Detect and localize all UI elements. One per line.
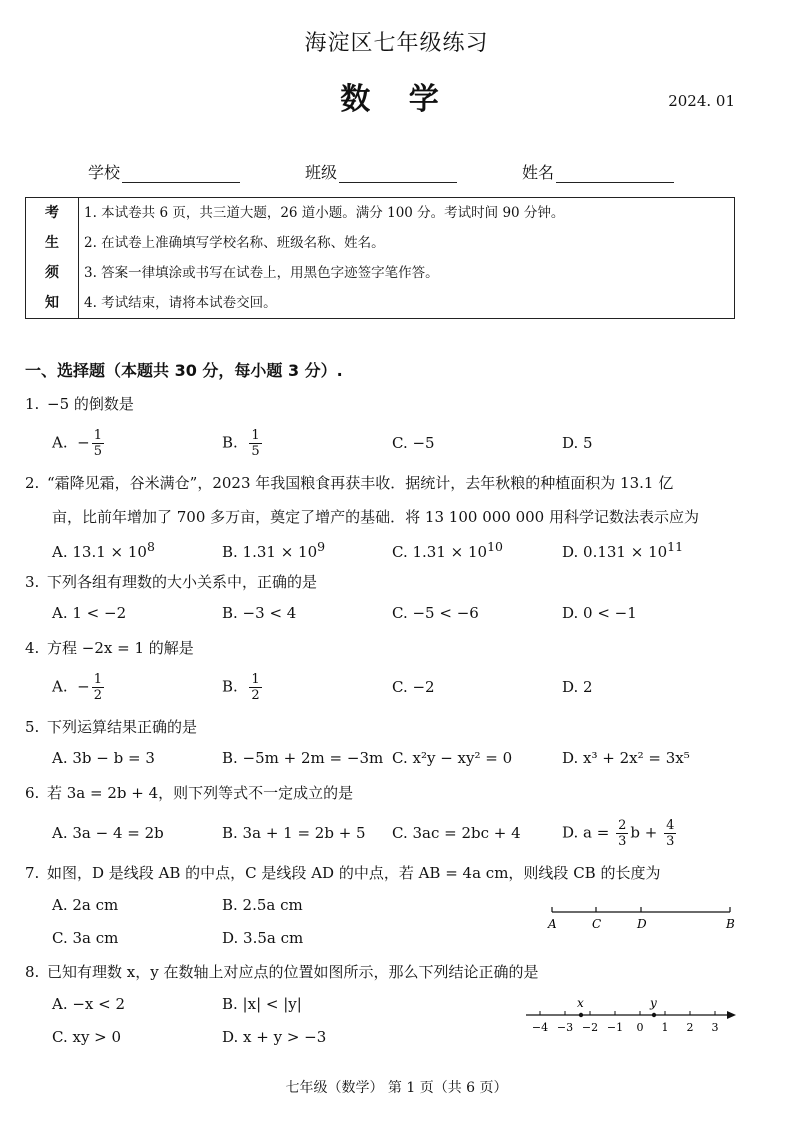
q4-option-d[interactable]: D. 2: [562, 678, 593, 696]
q2-option-d[interactable]: [562, 539, 683, 561]
axis-tick-label: 1: [661, 1021, 669, 1034]
question-number: 5.: [25, 718, 40, 736]
notice-side-char: 须: [45, 265, 59, 281]
notice-item: 2. 在试卷上准确填写学校名称、班级名称、姓名。: [84, 235, 385, 251]
notice-side-char: 知: [45, 295, 59, 311]
fraction: [664, 818, 676, 849]
question-3: [25, 571, 317, 592]
q7-option-a[interactable]: A. 2a cm: [52, 896, 119, 914]
option-label: D. a =: [562, 823, 610, 842]
option-label: B. 1.31 × 10: [222, 543, 318, 561]
option-label: A. 13.1 × 10: [52, 543, 147, 561]
sign: −: [77, 433, 90, 452]
question-7: [25, 862, 660, 883]
point-label-x: x: [577, 996, 584, 1010]
number-line: [520, 995, 742, 1037]
q2-option-a[interactable]: [52, 539, 155, 561]
q6-option-c[interactable]: C. 3ac = 2bc + 4: [392, 824, 521, 842]
question-text: 若 3a = 2b + 4，则下列等式不一定成立的是: [47, 784, 354, 802]
q8-option-a[interactable]: A. −x < 2: [52, 995, 126, 1013]
axis-tick-label: −1: [606, 1021, 624, 1034]
exponent: 8: [146, 539, 155, 554]
question-text: −5 的倒数是: [47, 395, 134, 413]
q4-option-a[interactable]: [52, 672, 106, 703]
q4-option-b[interactable]: [222, 672, 264, 703]
school-field[interactable]: [88, 160, 240, 183]
question-number: 6.: [25, 784, 40, 802]
notice-side-label: [26, 198, 79, 318]
option-label: A.: [52, 433, 68, 452]
denominator: 5: [251, 444, 260, 459]
question-4: [25, 637, 194, 658]
q2-option-c[interactable]: [392, 539, 503, 561]
arrow-right-icon: [727, 1011, 736, 1019]
q5-option-a[interactable]: A. 3b − b = 3: [52, 749, 155, 767]
q1-option-c[interactable]: C. −5: [392, 434, 435, 452]
question-number: 1.: [25, 395, 40, 413]
exponent: 9: [317, 539, 326, 554]
axis-tick-label: −2: [581, 1021, 599, 1034]
notice-item: 1. 本试卷共 6 页，共三道大题，26 道小题。满分 100 分。考试时间 90 分钟。: [84, 205, 565, 221]
class-label: 班级: [305, 163, 338, 182]
numerator: 4: [666, 818, 675, 833]
q2-option-b[interactable]: [222, 539, 325, 561]
q7-option-c[interactable]: C. 3a cm: [52, 929, 119, 947]
axis-tick-label: 0: [636, 1021, 644, 1034]
point-y: [652, 1013, 656, 1017]
option-label: A.: [52, 677, 68, 696]
exam-date: 2024. 01: [668, 92, 735, 110]
point-label-c: C: [592, 917, 602, 931]
point-x: [579, 1013, 583, 1017]
class-blank[interactable]: [339, 164, 457, 183]
denominator: 3: [618, 834, 627, 849]
fraction: [249, 672, 261, 703]
page-title: 海淀区七年级练习: [304, 31, 489, 56]
school-label: 学校: [88, 163, 121, 182]
q6-option-d[interactable]: [562, 818, 678, 849]
notice-side-char: 考: [45, 205, 59, 221]
exponent: 10: [487, 539, 503, 554]
numerator: 2: [618, 818, 627, 833]
fraction: [249, 428, 261, 459]
name-field[interactable]: [522, 160, 674, 183]
denominator: 5: [93, 444, 103, 459]
question-number: 7.: [25, 864, 40, 882]
question-number: 2.: [25, 474, 40, 492]
school-blank[interactable]: [122, 164, 240, 183]
q7-option-d[interactable]: D. 3.5a cm: [222, 929, 304, 947]
point-label-y: y: [650, 996, 657, 1010]
name-label: 姓名: [522, 163, 555, 182]
class-field[interactable]: [305, 160, 457, 183]
q3-option-c[interactable]: C. −5 < −6: [392, 604, 479, 622]
numerator: 1: [251, 672, 260, 687]
notice-item: 3. 答案一律填涂或书写在试卷上，用黑色字迹签字笔作答。: [84, 265, 439, 281]
option-text: b +: [630, 823, 658, 842]
question-5: [25, 716, 197, 737]
q1-option-a[interactable]: [52, 428, 106, 459]
option-label: B.: [222, 433, 238, 452]
point-label-b: B: [726, 917, 735, 931]
q5-option-b[interactable]: B. −5m + 2m = −3m: [222, 749, 384, 767]
question-text: 已知有理数 x，y 在数轴上对应点的位置如图所示，那么下列结论正确的是: [47, 963, 539, 981]
denominator: 3: [666, 834, 675, 849]
question-text: “霜降见霜，谷米满仓”，2023 年我国粮食再获丰收．据统计，去年秋粮的种植面积为 13.1 亿: [47, 474, 674, 492]
q8-option-c[interactable]: C. xy > 0: [52, 1028, 122, 1046]
q3-option-d[interactable]: D. 0 < −1: [562, 604, 637, 622]
question-text: 下列各组有理数的大小关系中，正确的是: [47, 573, 318, 591]
q6-option-a[interactable]: A. 3a − 4 = 2b: [52, 824, 164, 842]
page-footer: 七年级（数学） 第 1 页（共 6 页）: [285, 1080, 508, 1096]
q6-option-b[interactable]: B. 3a + 1 = 2b + 5: [222, 824, 366, 842]
exponent: 11: [667, 539, 684, 554]
question-2-line2: 亩，比前年增加了 700 多万亩，奠定了增产的基础．将 13 100 000 000 用科学记数法表示应为: [52, 508, 699, 526]
question-text: 如图，D 是线段 AB 的中点，C 是线段 AD 的中点，若 AB = 4a cm，则线段 CB 的长度为: [47, 864, 661, 882]
subject-title: 数 学: [340, 82, 453, 117]
question-8: [25, 961, 538, 982]
question-text: 方程 −2x = 1 的解是: [47, 639, 194, 657]
notice-item: 4. 考试结束，请将本试卷交回。: [84, 295, 277, 311]
option-label: D. 0.131 × 10: [562, 543, 668, 561]
fraction: [92, 428, 104, 459]
question-2: [25, 472, 673, 493]
point-label-d: D: [637, 917, 647, 931]
fraction: [92, 672, 104, 703]
question-1: [25, 393, 134, 414]
denominator: 2: [251, 688, 260, 703]
axis-tick-label: −4: [531, 1021, 549, 1034]
q3-option-b[interactable]: B. −3 < 4: [222, 604, 297, 622]
q4-option-c[interactable]: C. −2: [392, 678, 435, 696]
numerator: 1: [93, 672, 103, 687]
exam-notice-box: [25, 197, 735, 319]
axis-tick-label: 3: [711, 1021, 719, 1034]
question-number: 8.: [25, 963, 40, 981]
option-label: C. 1.31 × 10: [392, 543, 488, 561]
q8-option-d[interactable]: D. x + y > −3: [222, 1028, 327, 1046]
q1-option-d[interactable]: D. 5: [562, 434, 593, 452]
section-heading: 一、选择题（本题共 30 分，每小题 3 分）.: [25, 361, 343, 380]
q7-option-b[interactable]: B. 2.5a cm: [222, 896, 303, 914]
denominator: 2: [93, 688, 103, 703]
q5-option-d[interactable]: D. x³ + 2x² = 3x⁵: [562, 749, 690, 767]
question-6: [25, 782, 353, 803]
numerator: 1: [93, 428, 103, 443]
q5-option-c[interactable]: C. x²y − xy² = 0: [392, 749, 513, 767]
numerator: 1: [251, 428, 260, 443]
q1-option-b[interactable]: [222, 428, 264, 459]
option-label: B.: [222, 677, 238, 696]
segment-diagram: [540, 900, 740, 936]
question-number: 3.: [25, 573, 40, 591]
point-label-a: A: [548, 917, 557, 931]
question-text: 下列运算结果正确的是: [47, 718, 198, 736]
question-number: 4.: [25, 639, 40, 657]
fraction: [616, 818, 628, 849]
axis-tick-label: −3: [556, 1021, 574, 1034]
q3-option-a[interactable]: A. 1 < −2: [52, 604, 127, 622]
notice-side-char: 生: [45, 235, 59, 251]
axis-tick-label: 2: [686, 1021, 694, 1034]
sign: −: [77, 677, 90, 696]
name-blank[interactable]: [556, 164, 674, 183]
q8-option-b[interactable]: B. |x| < |y|: [222, 995, 302, 1013]
